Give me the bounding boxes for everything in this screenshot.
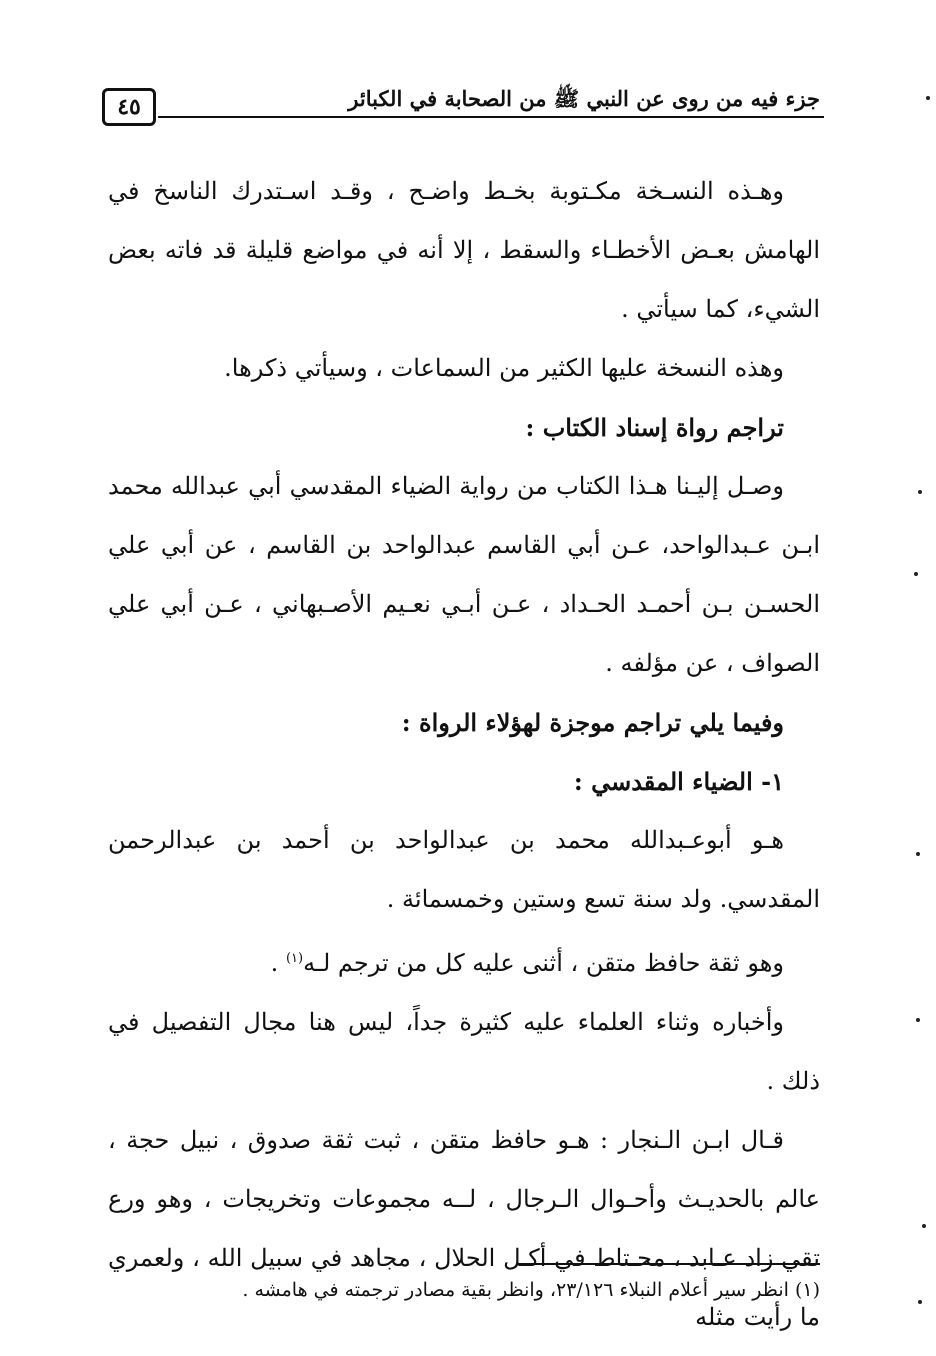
paragraph-reports: وأخباره وثناء العلماء عليه كثيرة جداً، ليس هنا مجال التفصيل في ذلك .: [108, 1008, 820, 1095]
scan-speck: [926, 96, 930, 100]
running-title: جزء فيه من روى عن النبي ﷺ من الصحابة في الكبائر: [348, 86, 820, 111]
footnote-ref[interactable]: (١): [285, 951, 304, 966]
paragraph-manuscript-description: وهـذه النسـخة مكـتوبة بخـط واضـح ، وقـد اسـتدرك الناسخ في الهامش بعـض الأخطـاء والسقط ، إلا أنه في مواضع قليلة قد فاته بعض الشيء، كما سيأتي .: [108, 177, 820, 323]
main-text: [108, 162, 820, 1347]
section-heading-narrators: تراجم رواة إسناد الكتاب :: [525, 413, 784, 442]
paragraph-samaat: وهذه النسخة عليها الكثير من السماعات ، وسيأتي ذكرها.: [224, 354, 784, 382]
subheading-biographies: وفيما يلي تراجم موجزة لهؤلاء الرواة :: [401, 708, 784, 737]
scan-speck: [916, 852, 920, 856]
paragraph-praise: [108, 929, 820, 993]
running-header: [100, 76, 824, 128]
header-rule: [158, 116, 824, 118]
scan-speck: [918, 490, 922, 494]
subheading-diya-maqdisi: ١- الضياء المقدسي :: [573, 767, 784, 796]
footnote: (١) انظر سير أعلام النبلاء ٢٣/١٢٦، وانظر بقية مصادر ترجمته في هامشه .: [242, 1279, 820, 1301]
scan-speck: [916, 1018, 920, 1022]
scan-speck: [914, 572, 918, 576]
page-number: ٤٥: [102, 88, 156, 126]
paragraph-ibn-najjar: قـال ابـن الـنجار : هـو حافظ متقن ، ثبت ثقة صدوق ، نبيل حجة ، عالم بالحديـث وأحـوال الـرجال ، لــه مجموعات وتخريجات ، وهو ورع تقي زاد عـابد ، محـتاط في أكـل الحلال ، مجاهد في سبيل الله ، ولعمري ما رأيت مثله: [108, 1126, 821, 1331]
scan-speck: [922, 1224, 926, 1228]
paragraph-name-birth: هـو أبوعـبدالله محمد بن عبدالواحد بن أحمد بن عبدالرحمن المقدسي. ولد سنة تسع وستين وخمسمائة .: [108, 826, 820, 913]
paragraph-isnad: وصـل إليـنا هـذا الكتاب من رواية الضياء المقدسي أبي عبدالله محمد ابـن عـبدالواحد، عـن أبي القاسم عبدالواحد بن القاسم ، عن أبي علي الحسـن بـن أحمـد الحـداد ، عـن أبـي نعـيم الأصـبهاني ، عـن أبي علي الصواف ، عن مؤلفه .: [108, 472, 820, 677]
praise-text: وهو ثقة حافظ متقن ، أثنى عليه كل من ترجم لـه: [303, 949, 784, 977]
praise-end: .: [270, 949, 286, 977]
scan-speck: [918, 1300, 922, 1304]
footnote-rule: [518, 1263, 820, 1265]
